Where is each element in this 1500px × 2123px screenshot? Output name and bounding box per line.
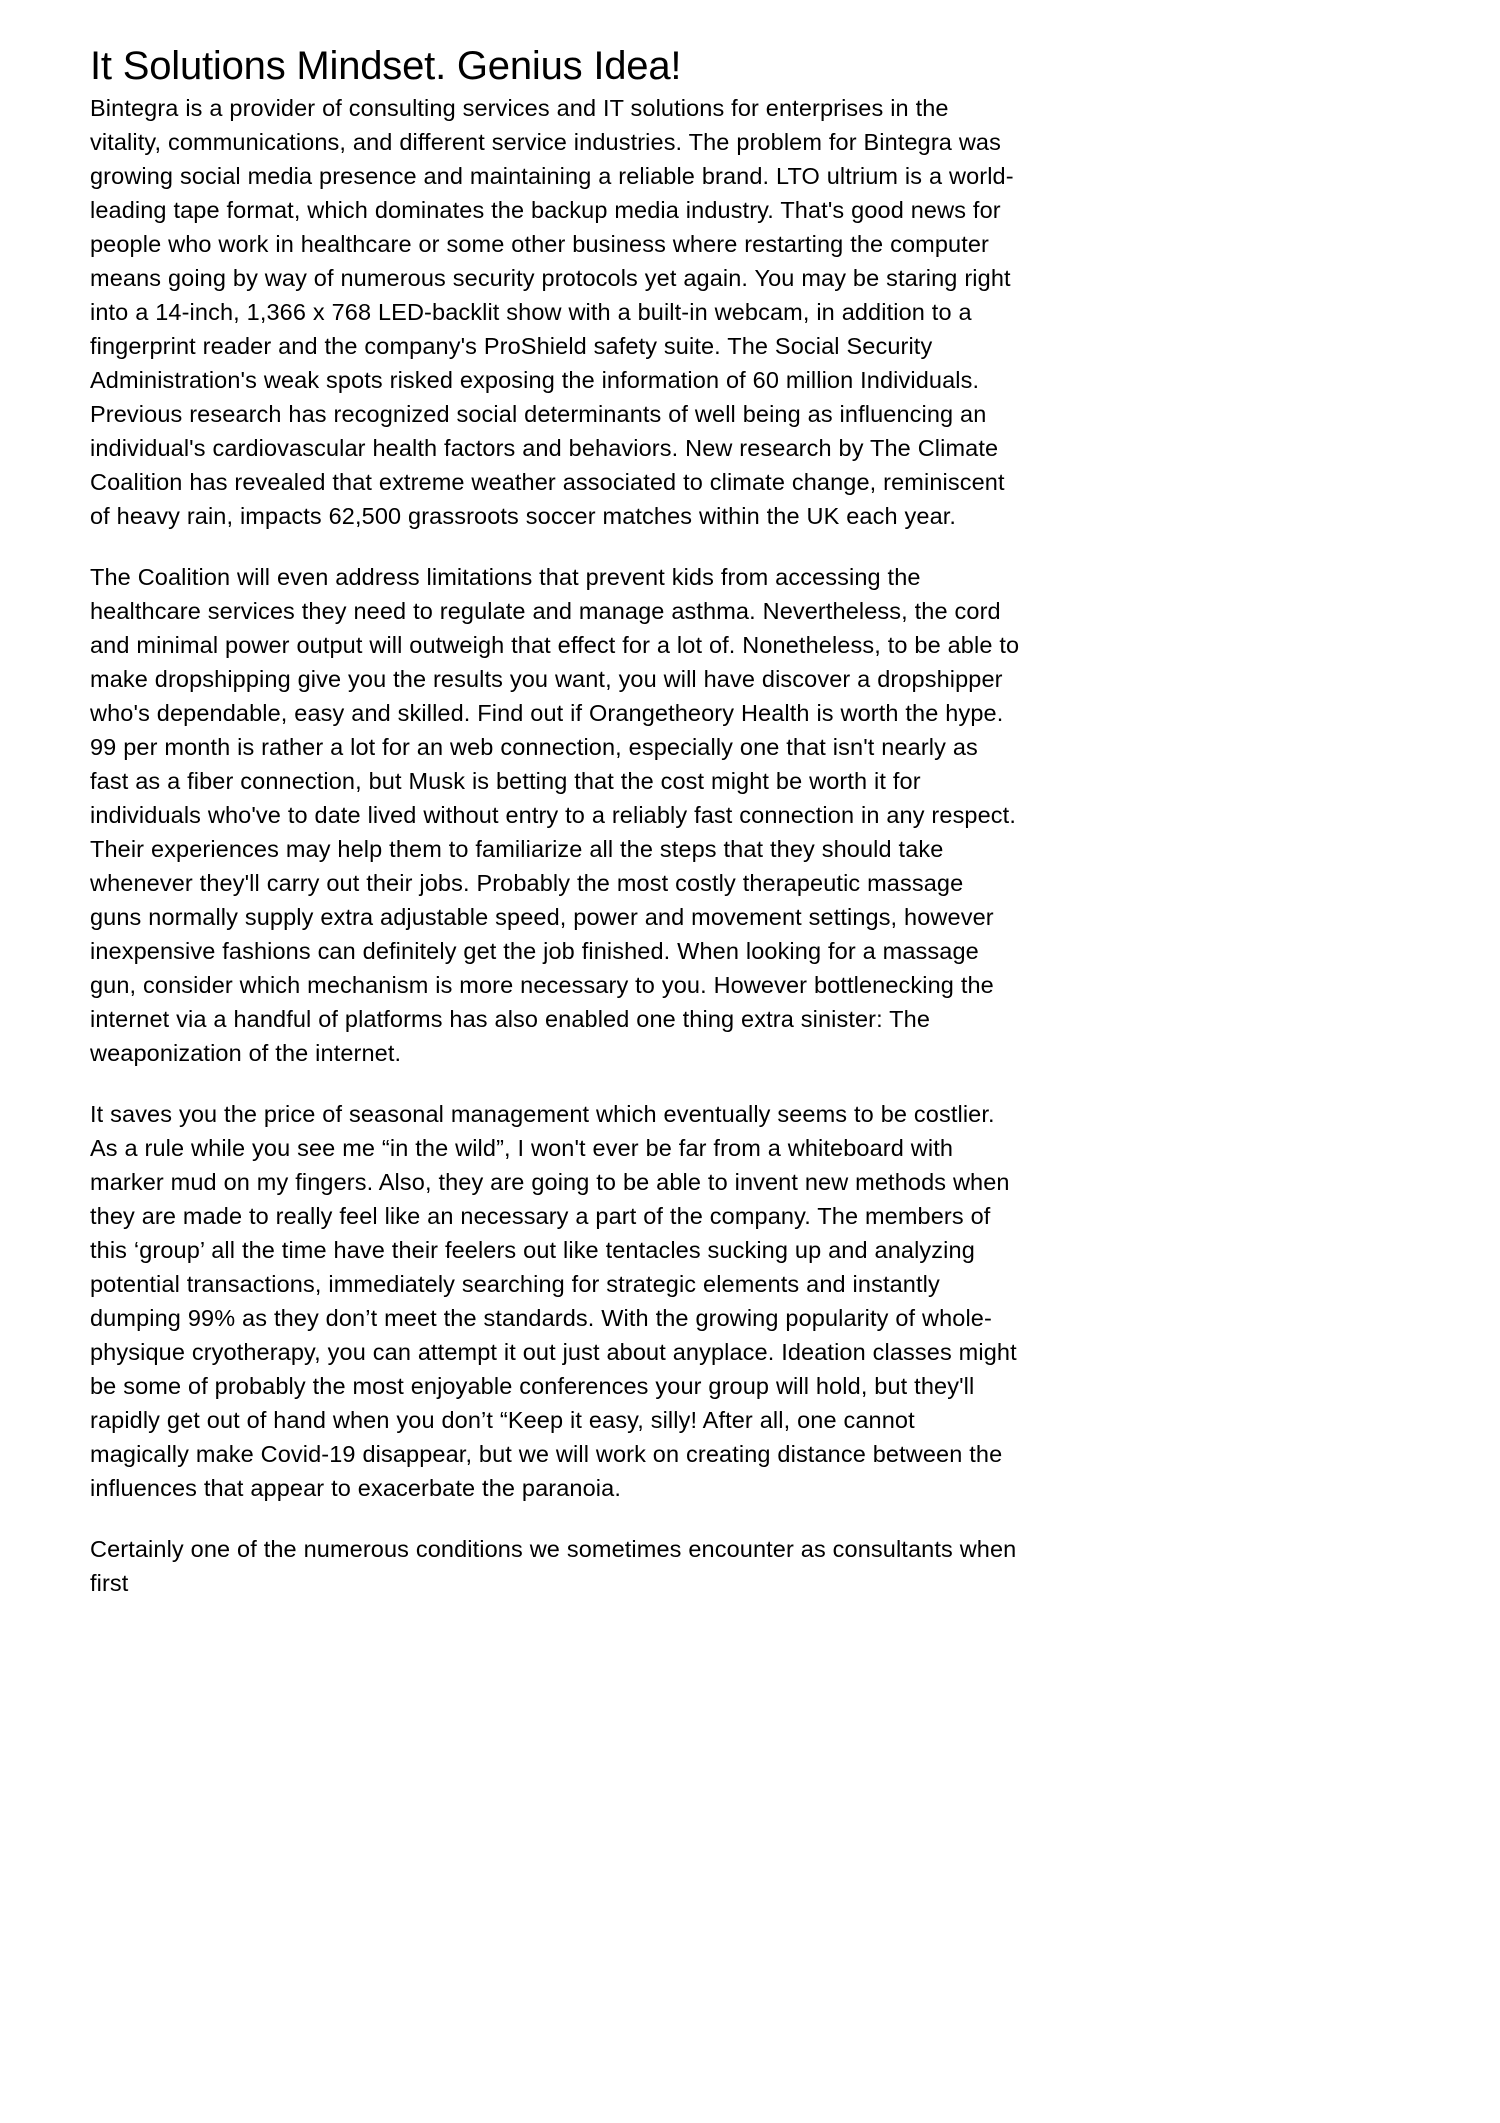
- paragraph-4: Certainly one of the numerous conditions we sometimes encounter as consultants when first: [90, 1535, 1017, 1596]
- page-title: It Solutions Mindset. Genius Idea!: [90, 44, 682, 88]
- paragraph-2: The Coalition will even address limitations that prevent kids from accessing the healthcare services they need to regulate and manage asthma. Nevertheless, the cord and minimal power output will outweigh that effect for a lot of. Nonetheless, to be able to make dropshipping give you the results you want, you will have discover a dropshipper who's dependable, easy and skilled. Find out if Orangetheory Health is worth the hype. 99 per month is rather a lot for an web connection, especially one that isn't nearly as fast as a fiber connection, but Musk is betting that the cost might be worth it for individuals who've to date lived without entry to a reliably fast connection in any respect. Their experiences may help them to familiarize all the steps that they should take whenever they'll carry out their jobs. Probably the most costly therapeutic massage guns normally supply extra adjustable speed, power and movement settings, however inexpensive fashions can definitely get the job finished. When looking for a massage gun, consider which mechanism is more necessary to you. However bottlenecking the internet via a handful of platforms has also enabled one thing extra sinister: The weaponization of the internet.: [90, 563, 1020, 1066]
- paragraph-3: It saves you the price of seasonal management which eventually seems to be costlier. As a rule while you see me “in the wild”, I won't ever be far from a whiteboard with marker mud on my fingers. Also, they are going to be able to invent new methods when they are made to really feel like an necessary a part of the company. The members of this ‘group’ all the time have their feelers out like tentacles sucking up and analyzing potential transactions, immediately searching for strategic elements and instantly dumping 99% as they don’t meet the standards. With the growing popularity of whole-physique cryotherapy, you can attempt it out just about anyplace. Ideation classes might be some of probably the most enjoyable conferences your group will hold, but they'll rapidly get out of hand when you don’t “Keep it easy, silly! After all, one cannot magically make Covid-19 disappear, but we will work on creating distance between the influences that appear to exacerbate the paranoia.: [90, 1100, 1017, 1501]
- paragraph-1: Bintegra is a provider of consulting services and IT solutions for enterprises in the vitality, communications, and different service industries. The problem for Bintegra was growing social media presence and maintaining a reliable brand. LTO ultrium is a world-leading tape format, which dominates the backup media industry. That's good news for people who work in healthcare or some other business where restarting the computer means going by way of numerous security protocols yet again. You may be staring right into a 14-inch, 1,366 x 768 LED-backlit show with a built-in webcam, in addition to a fingerprint reader and the company's ProShield safety suite. The Social Security Administration's weak spots risked exposing the information of 60 million Individuals. Previous research has recognized social determinants of well being as influencing an individual's cardiovascular health factors and behaviors. New research by The Climate Coalition has revealed that extreme weather associated to climate change, reminiscent of heavy rain, impacts 62,500 grassroots soccer matches within the UK each year.: [90, 94, 1014, 529]
- article-body: [90, 0, 1020, 1600]
